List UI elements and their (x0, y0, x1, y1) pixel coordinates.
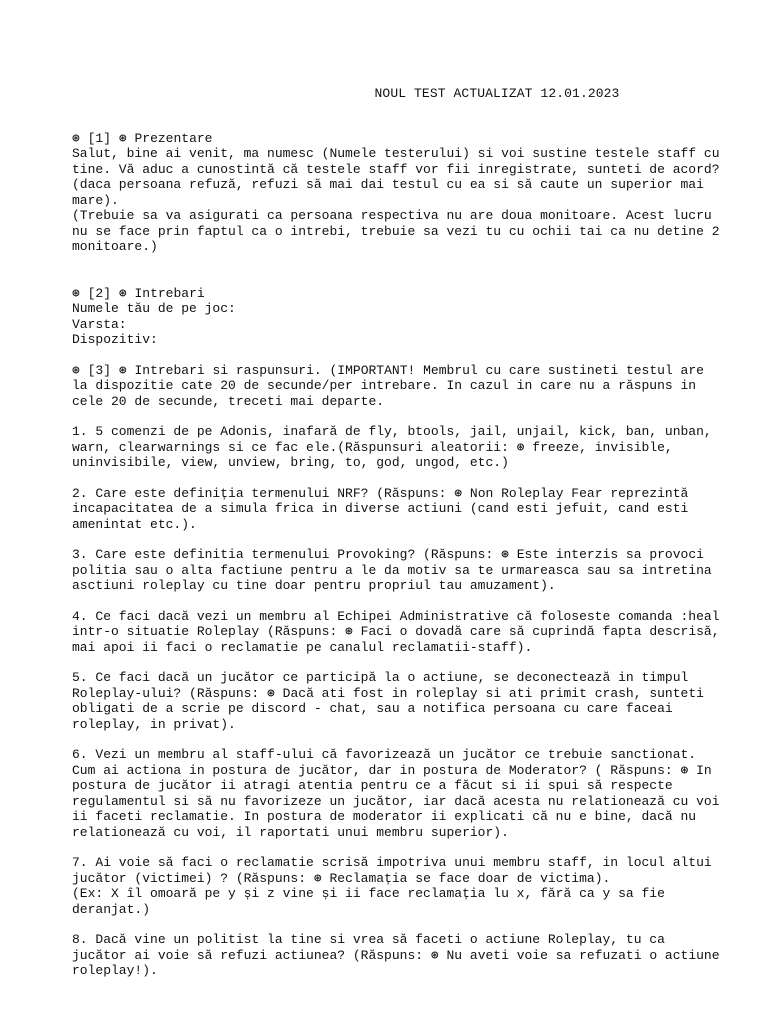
text-line: incapacitatea de a simula frica in diverse actiuni (cand esti jefuit, cand esti (72, 501, 689, 516)
text-line: Dispozitiv: (72, 332, 158, 347)
text-line: mai apoi ii faci o reclamatie pe canalul reclamatii-staff). (72, 639, 533, 655)
question-5 (72, 670, 712, 732)
text-line: relationează cu voi, il raportati unui membru superior). (72, 824, 509, 840)
text-line: 2. Care este definiția termenului NRF? (Răspuns: ⊛ Non Roleplay Fear reprezintă (72, 485, 689, 501)
text-line: jucător ai voie să refuzi actiunea? (Răspuns: ⊛ Nu aveti voie sa refuzati o actiune (72, 947, 720, 963)
section-intrebari-raspunsuri (72, 363, 712, 410)
text-line: obligati de a scrie pe discord - chat, sau a notifica persoana cu care faceai (72, 701, 673, 716)
section-prezentare (72, 130, 720, 255)
text-line: politia sau o alta factiune pentru a le da motiv sa te urmareasca sau sa intretina (72, 562, 712, 578)
text-line: nu se face prin faptul ca o intrebi, trebuie sa vezi tu cu ochii tai ca nu detine 2 (72, 223, 720, 239)
text-line: tine. Vă aduc a cunostintă că testele staff vor fii inregistrate, sunteti de acord? (72, 161, 720, 177)
question-7 (72, 855, 712, 917)
section-heading: ⊛ [2] ⊛ Intrebari (72, 285, 205, 301)
text-line: cele 20 de secunde, treceti mai departe. (72, 393, 385, 409)
text-line: monitoare.) (72, 239, 158, 254)
question-1 (72, 424, 712, 471)
text-line: amenintat etc.). (72, 516, 197, 532)
text-line: regulamentul si să nu favorizeze un jucător, iar dacă acesta nu relationează cu voi (72, 793, 720, 809)
text-line: roleplay!). (72, 963, 158, 978)
text-line: uninvisibile, view, unview, bring, to, god, ungod, etc.) (72, 455, 509, 470)
text-line: Numele tău de pe joc: (72, 301, 236, 316)
text-line: Varsta: (72, 316, 127, 332)
text-line: 8. Dacă vine un politist la tine si vrea să faceti o actiune Roleplay, tu ca (72, 932, 665, 947)
text-line: 1. 5 comenzi de pe Adonis, inafară de fly, btools, jail, unjail, kick, ban, unban, (72, 424, 712, 439)
section-intrebari (72, 286, 712, 348)
text-line: (Ex: X îl omoară pe y și z vine și ii face reclamația lu x, fără ca y sa fie (72, 886, 665, 901)
text-line: postura de jucător ii atragi atentia pentru ce a făcut si ii spui să respecte (72, 778, 673, 793)
question-6 (72, 747, 720, 840)
text-line: jucător (victimei) ? (Răspuns: ⊛ Reclamația se face doar de victima). (72, 870, 611, 886)
text-line: roleplay, in privat). (72, 716, 236, 732)
text-line: mare). (72, 192, 119, 208)
document-title: NOUL TEST ACTUALIZAT 12.01.2023 (374, 86, 620, 101)
document-page (72, 86, 720, 994)
text-line: (daca persoana refuză, refuzi să mai dai testul cu ea si să caute un superior mai (72, 177, 704, 192)
question-2 (72, 486, 712, 533)
text-line: ii faceti reclamatie. In postura de moderator ii explicati că nu e bine, dacă nu (72, 809, 697, 824)
text-line: warn, clearwarnings si ce fac ele.(Răspunsuri aleatorii: ⊛ freeze, invisible, (72, 439, 673, 455)
text-line: 3. Care este definitia termenului Provoking? (Răspuns: ⊛ Este interzis sa provoci (72, 547, 704, 562)
text-line: 4. Ce faci dacă vezi un membru al Echipei Administrative că foloseste comanda :heal (72, 608, 720, 624)
text-line: 7. Ai voie să faci o reclamatie scrisă impotriva unui membru staff, in locul altui (72, 855, 712, 870)
section-heading: ⊛ [1] ⊛ Prezentare (72, 130, 213, 146)
text-line: 6. Vezi un membru al staff-ului că favorizează un jucător ce trebuie sanctionat. (72, 747, 697, 762)
text-line: la dispozitie cate 20 de secunde/per intrebare. In cazul in care nu a răspuns in (72, 378, 697, 393)
text-line: Salut, bine ai venit, ma numesc (Numele testerului) si voi sustine testele staff cu (72, 146, 720, 161)
text-line: Cum ai actiona in postura de jucător, dar in postura de Moderator? ( Răspuns: ⊛ In (72, 762, 712, 778)
text-line: (Trebuie sa va asigurati ca persoana respectiva nu are doua monitoare. Acest lucru (72, 208, 712, 223)
question-4 (72, 608, 720, 656)
text-line: deranjat.) (72, 901, 151, 917)
text-line: 5. Ce faci dacă un jucător ce participă la o actiune, se deconectează in timpul (72, 670, 689, 685)
question-8 (72, 932, 720, 979)
text-line: Roleplay-ului? (Răspuns: ⊛ Dacă ati fost in roleplay si ati primit crash, sunteti (72, 685, 704, 701)
question-3 (72, 547, 712, 594)
section-heading: ⊛ [3] ⊛ Intrebari si raspunsuri. (IMPORTANT! Membrul cu care sustineti testul are (72, 362, 704, 378)
text-line: asctiuni roleplay cu tine doar pentru propriul tau amuzament). (72, 578, 556, 593)
text-line: intr-o situatie Roleplay (Răspuns: ⊛ Faci o dovadă care să cuprindă fapta descrisă, (72, 624, 720, 639)
